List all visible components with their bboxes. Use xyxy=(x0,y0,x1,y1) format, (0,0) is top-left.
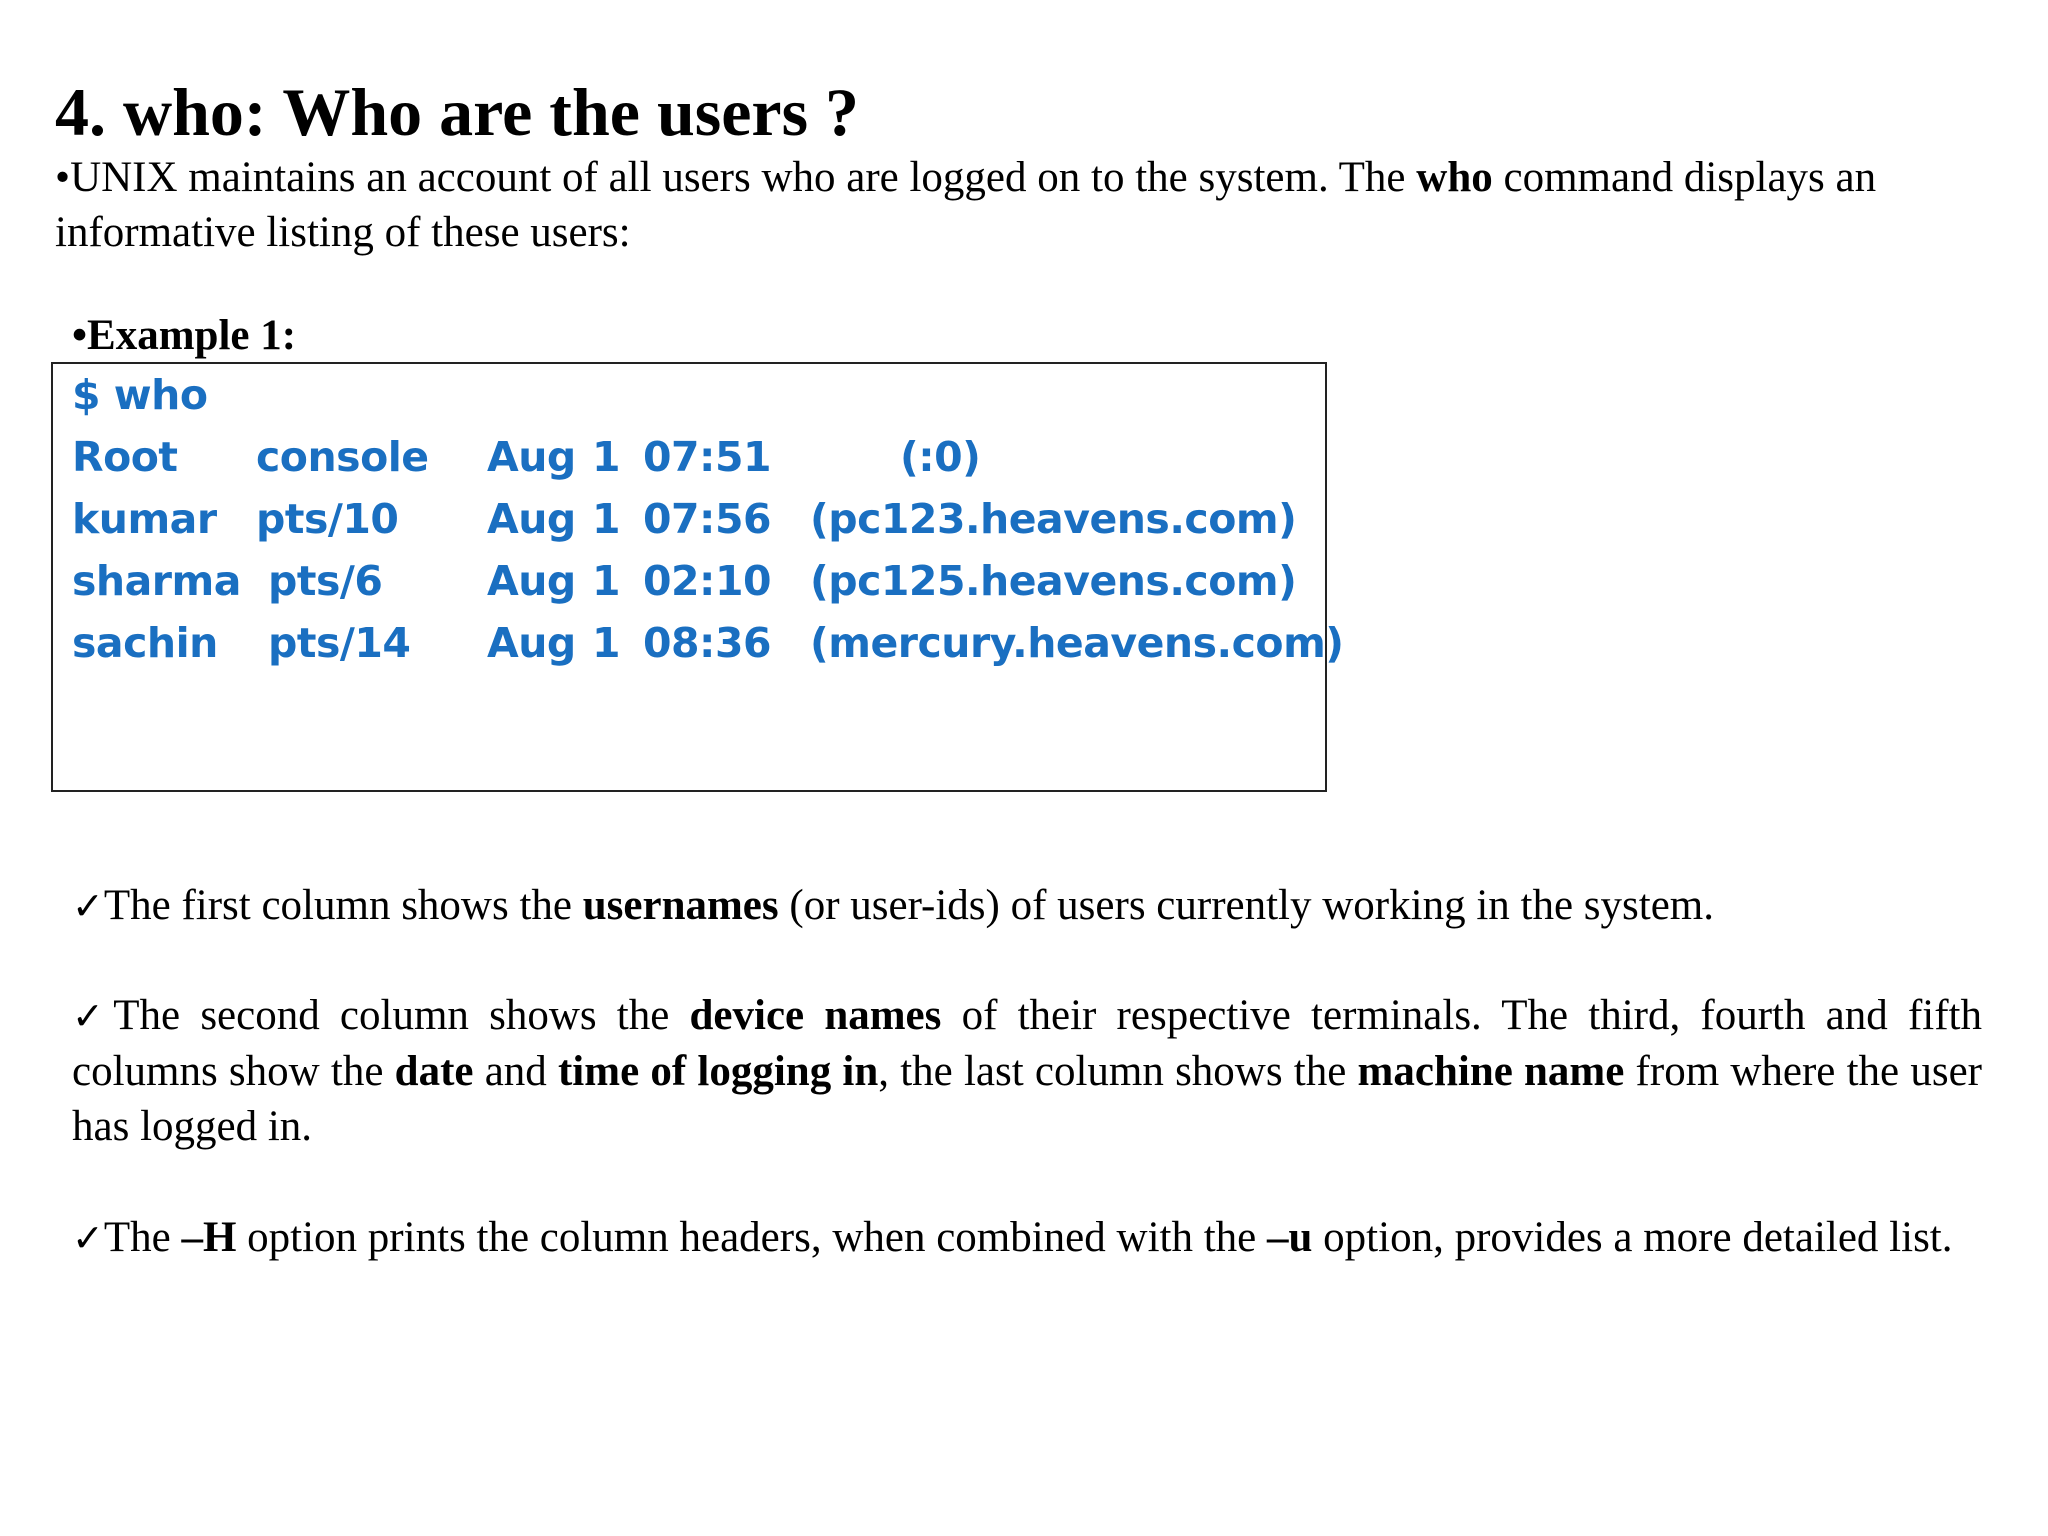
row-time: 07:56 xyxy=(643,495,772,543)
row-time: 08:36 xyxy=(643,619,772,667)
example-label: •Example 1: xyxy=(72,312,297,359)
note-text: The xyxy=(103,1214,182,1261)
row-time: 07:51 xyxy=(643,433,772,481)
intro-bold-who: who xyxy=(1416,154,1493,201)
row-month: Aug xyxy=(487,557,576,605)
note-text: of their respective terminals. The third, fourth and fifth columns show the xyxy=(72,992,1982,1095)
row-host: (mercury.heavens.com) xyxy=(810,619,1344,667)
note-bold: machine name xyxy=(1357,1048,1625,1095)
row-user: Root xyxy=(72,433,178,481)
checkmark-icon: ✓ xyxy=(72,884,104,928)
note-text: The first column shows the xyxy=(103,882,583,929)
row-user: sachin xyxy=(72,619,218,667)
note-text: and xyxy=(473,1048,558,1095)
row-host: (:0) xyxy=(900,433,981,481)
row-user: sharma xyxy=(72,557,241,605)
row-host: (pc123.heavens.com) xyxy=(810,495,1297,543)
note-bold: date xyxy=(394,1048,474,1095)
row-device: pts/6 xyxy=(268,557,383,605)
row-month: Aug xyxy=(487,495,576,543)
note-text: option prints the column headers, when combined with the xyxy=(236,1214,1267,1261)
terminal-command: $ who xyxy=(72,371,208,419)
row-device: console xyxy=(256,433,429,481)
note-bold: –H xyxy=(181,1214,237,1261)
checkmark-icon: ✓ xyxy=(72,994,114,1038)
row-month: Aug xyxy=(487,619,576,667)
row-device: pts/14 xyxy=(268,619,411,667)
note-device-names xyxy=(72,988,1982,1154)
bullet: • xyxy=(55,154,71,201)
intro-text-2: command displays an informative listing of these users: xyxy=(55,154,1877,256)
note-h-option xyxy=(72,1210,1982,1266)
row-host: (pc125.heavens.com) xyxy=(810,557,1297,605)
note-text: from where the user has logged in. xyxy=(72,1048,1982,1150)
note-bold: –u xyxy=(1267,1214,1313,1261)
note-text: option, provides a more detailed list. xyxy=(1312,1214,1953,1261)
row-time: 02:10 xyxy=(643,557,772,605)
intro-paragraph xyxy=(55,150,1995,260)
note-bold: time of logging in xyxy=(557,1048,879,1095)
intro-text-1: UNIX maintains an account of all users who are logged on to the system. The xyxy=(70,154,1417,201)
row-day: 1 xyxy=(592,433,621,481)
row-device: pts/10 xyxy=(256,495,399,543)
note-text: , the last column shows the xyxy=(878,1048,1358,1095)
row-day: 1 xyxy=(592,557,621,605)
note-bold: usernames xyxy=(582,882,779,929)
note-usernames xyxy=(72,878,1982,934)
note-text: The second column shows the xyxy=(113,992,690,1039)
row-day: 1 xyxy=(592,495,621,543)
checkmark-icon: ✓ xyxy=(72,1216,104,1260)
note-text: (or user-ids) of users currently working in the system. xyxy=(778,882,1715,929)
row-user: kumar xyxy=(72,495,217,543)
row-day: 1 xyxy=(592,619,621,667)
slide-title: 4. who: Who are the users ? xyxy=(55,74,860,150)
note-bold: device names xyxy=(689,992,942,1039)
row-month: Aug xyxy=(487,433,576,481)
